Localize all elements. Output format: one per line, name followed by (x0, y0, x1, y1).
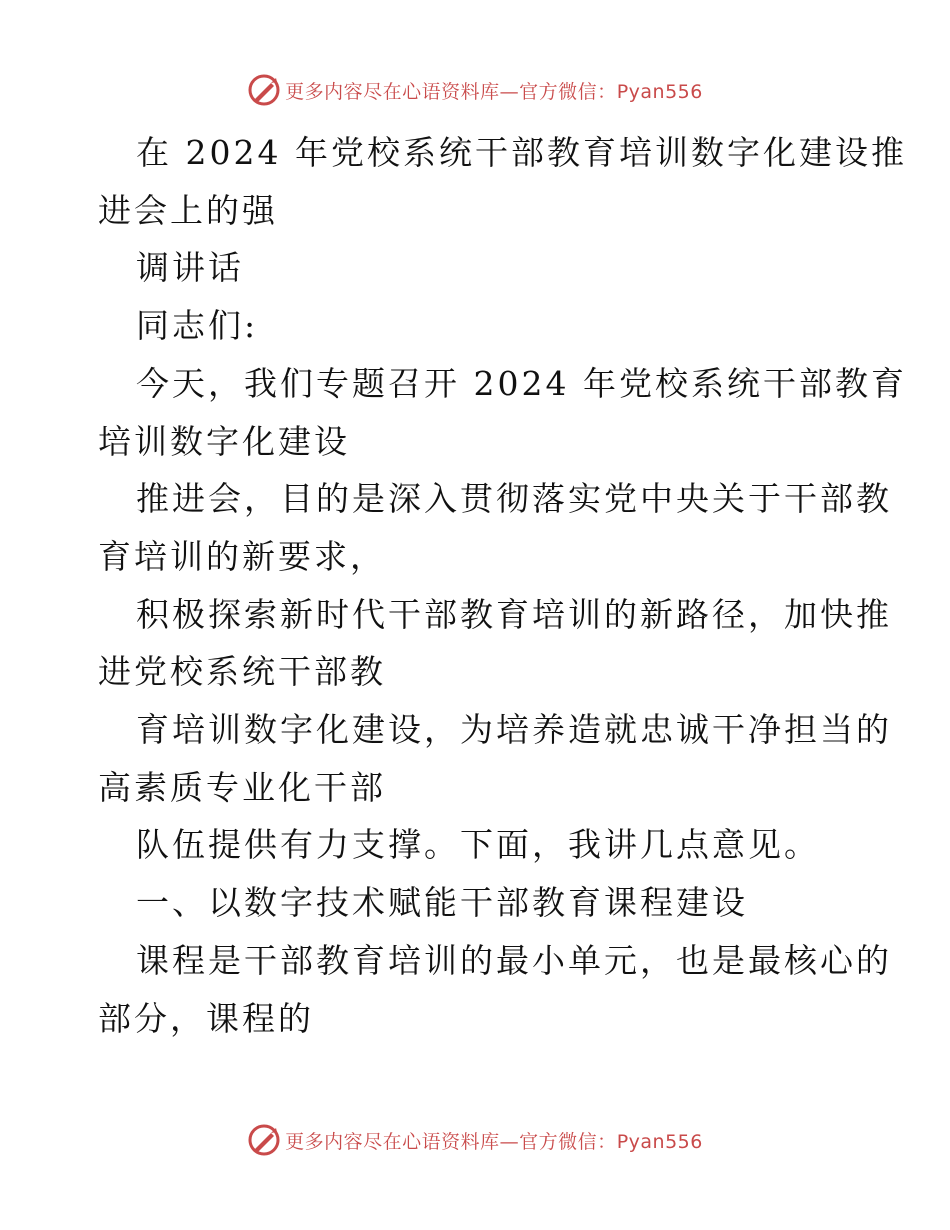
text-line: 育培训的新要求， (98, 536, 386, 576)
text-line: 推进会，目的是深入贯彻落实党中央关于干部教 (136, 479, 892, 519)
banner-wechat-id: Pyan556 (616, 1130, 703, 1153)
text-line: 进党校系统干部教 (98, 652, 386, 692)
text-line: 积极探索新时代干部教育培训的新路径，加快推 (136, 594, 892, 634)
banner-site-text: 更多内容尽在心语资料库 (285, 1130, 500, 1153)
quill-pen-logo-icon (247, 73, 281, 107)
footer-banner (0, 1120, 950, 1160)
banner-wechat-label: 官方微信： (519, 80, 617, 103)
banner-wechat-label: 官方微信： (519, 1130, 617, 1153)
text-line: 高素质专业化干部 (98, 767, 386, 807)
banner-text (285, 1127, 703, 1154)
text-line: 在 2024 年党校系统干部教育培训数字化建设推 (136, 133, 907, 172)
banner-dash: — (499, 80, 520, 103)
banner-site-text: 更多内容尽在心语资料库 (285, 80, 500, 103)
banner-wechat-id: Pyan556 (616, 80, 703, 103)
section-heading: 一、以数字技术赋能干部教育课程建设 (136, 883, 748, 923)
text-line: 培训数字化建设 (98, 421, 350, 461)
header-banner (0, 70, 950, 110)
text-line: 调讲话 (136, 248, 244, 288)
text-line: 课程是干部教育培训的最小单元，也是最核心的 (136, 940, 892, 980)
text-line: 进会上的强 (98, 190, 278, 230)
quill-pen-logo-icon (247, 1123, 281, 1157)
text-line: 同志们: (136, 306, 259, 346)
text-line: 育培训数字化建设，为培养造就忠诚干净担当的 (136, 710, 892, 750)
document-body (98, 124, 907, 1047)
text-line: 今天，我们专题召开 2024 年党校系统干部教育 (136, 363, 907, 403)
text-line: 部分，课程的 (98, 998, 314, 1038)
banner-dash: — (499, 1130, 520, 1153)
text-line: 队伍提供有力支撑。下面，我讲几点意见。 (136, 825, 820, 865)
banner-text (285, 77, 703, 104)
